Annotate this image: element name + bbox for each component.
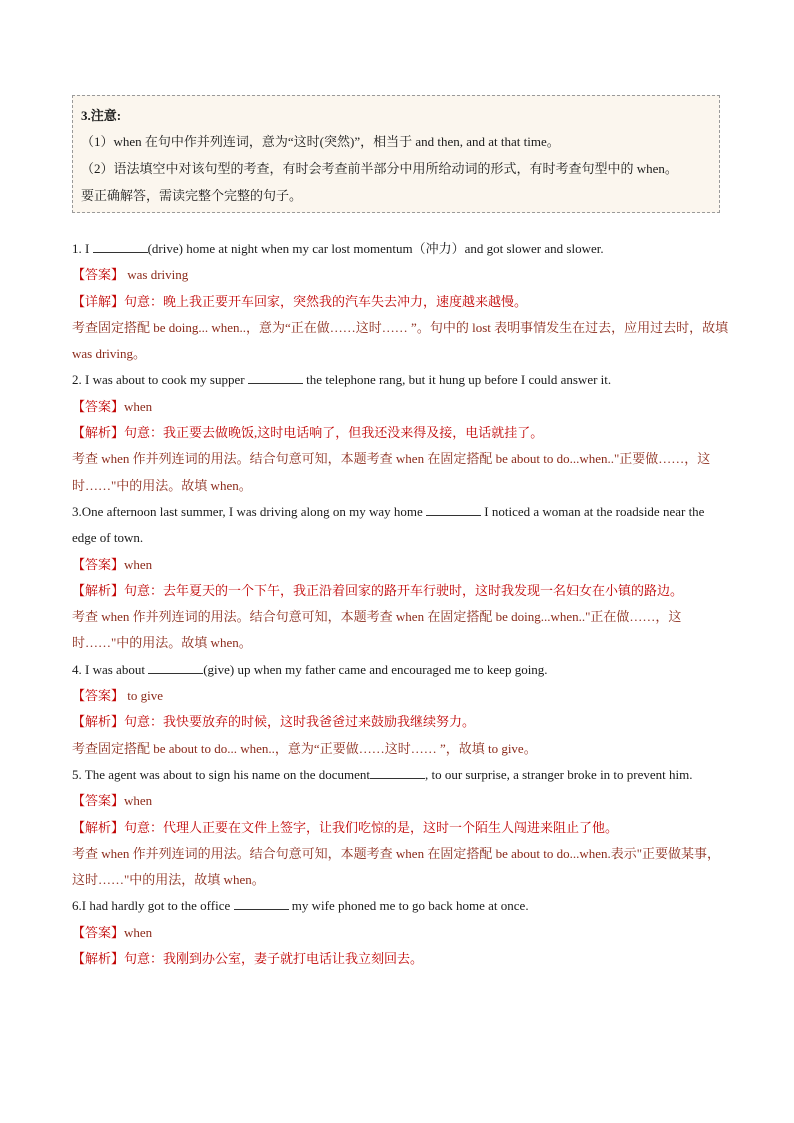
answer-blank xyxy=(248,369,303,384)
answer-value: when xyxy=(124,924,153,940)
answer-value: when xyxy=(124,793,153,809)
answer-blank xyxy=(234,895,289,910)
detail-text: 考查固定搭配 be doing... when..，意为“正在做……这时…… ”。句中的 lost 表明事情发生在过去，应用过去时，故填 was driving。 xyxy=(72,319,729,362)
explain-line xyxy=(72,289,732,315)
note-line: 要正确解答，需读完整个完整的句子。 xyxy=(81,188,303,203)
answer-value: was driving xyxy=(124,267,189,283)
explain-text: 句意：我快要放弃的时候，这时我爸爸过来鼓励我继续努力。 xyxy=(124,714,476,730)
answer-value: to give xyxy=(124,688,164,704)
detail-text: 考查 when 作并列连词的用法。结合句意可知，本题考查 when 在固定搭配 be about to do...when.表示"正要做某事，这时……"中的用法，故填 when。 xyxy=(72,845,721,888)
answer-tag: 【答案】 xyxy=(72,398,125,414)
explain-tag: 【解析】 xyxy=(72,714,125,730)
detail-text: 考查固定搭配 be about to do... when..，意为“正要做……这时…… ”，故填 to give。 xyxy=(72,740,537,756)
answer-value: when xyxy=(124,398,153,414)
explain-text: 句意：去年夏天的一个下午，我正沿着回家的路开车行驶时，这时我发现一名妇女在小镇的路边。 xyxy=(124,582,684,598)
answer-blank xyxy=(426,501,481,516)
question-list xyxy=(72,236,732,972)
answer-tag: 【答案】 xyxy=(72,924,125,940)
note-line: （2）语法填空中对该句型的考查，有时会考查前半部分中用所给动词的形式，有时考查句型中的 when。 xyxy=(81,161,678,176)
question-2 xyxy=(72,367,732,393)
explain-tag: 【解析】 xyxy=(72,819,125,835)
answer-tag: 【答案】 xyxy=(72,556,125,572)
answer-line xyxy=(72,394,732,420)
answer-blank xyxy=(370,764,425,779)
explain-text: 句意：代理人正要在文件上签字，让我们吃惊的是，这时一个陌生人闯进来阻止了他。 xyxy=(124,819,619,835)
question-text: the telephone rang, but it hung up before I could answer it. xyxy=(302,372,612,388)
question-text: 4. I was about xyxy=(72,661,149,677)
question-text: 2. I was about to cook my supper xyxy=(72,372,248,388)
answer-blank xyxy=(148,659,203,674)
explain-line xyxy=(72,578,732,604)
explain-tag: 【详解】 xyxy=(72,293,125,309)
explain-text: 句意：我刚到办公室，妻子就打电话让我立刻回去。 xyxy=(124,951,424,967)
answer-tag: 【答案】 xyxy=(72,688,125,704)
question-text: 3.One afternoon last summer, I was driving along on my way home xyxy=(72,503,427,519)
explain-tag: 【解析】 xyxy=(72,951,125,967)
question-text: 1. I xyxy=(72,241,93,256)
question-5 xyxy=(72,762,732,788)
question-text: 5. The agent was about to sign his name on the document xyxy=(72,766,370,782)
explain-line xyxy=(72,709,732,735)
explain-tag: 【解析】 xyxy=(72,425,125,441)
answer-blank xyxy=(93,238,148,253)
question-text: (drive) home at night when my car lost momentum（冲力）and got slower and slower. xyxy=(147,241,604,256)
detail-text: 考查 when 作并列连词的用法。结合句意可知，本题考查 when 在固定搭配 be doing...when.."正在做……，这时……"中的用法。故填 when。 xyxy=(72,609,682,651)
question-text: my wife phoned me to go back home at once. xyxy=(288,898,529,914)
question-1 xyxy=(72,236,732,262)
note-box xyxy=(72,95,720,213)
answer-line xyxy=(72,262,732,288)
explain-text: 句意：我正要去做晚饭,这时电话响了，但我还没来得及接，电话就挂了。 xyxy=(124,425,544,441)
answer-tag: 【答案】 xyxy=(72,267,125,283)
explain-text: 句意：晚上我正要开车回家，突然我的汽车失去冲力，速度越来越慢。 xyxy=(124,293,528,309)
question-text: 6.I had hardly got to the office xyxy=(72,898,234,914)
question-4 xyxy=(72,657,732,683)
answer-line xyxy=(72,683,732,709)
answer-line xyxy=(72,920,732,946)
answer-tag: 【答案】 xyxy=(72,793,125,809)
answer-line xyxy=(72,552,732,578)
question-text: (give) up when my father came and encouraged me to keep going. xyxy=(203,661,548,677)
explain-line xyxy=(72,946,732,972)
explain-line xyxy=(72,420,732,446)
question-text: I noticed a woman at the roadside near the edge of town. xyxy=(72,503,705,546)
detail-text: 考查 when 作并列连词的用法。结合句意可知，本题考查 when 在固定搭配 be about to do...when.."正要做……，这时……"中的用法。故填 when。 xyxy=(72,451,711,493)
question-3 xyxy=(72,499,732,552)
explain-line xyxy=(72,815,732,841)
question-6 xyxy=(72,893,732,919)
answer-line xyxy=(72,788,732,814)
explain-tag: 【解析】 xyxy=(72,582,125,598)
answer-value: when xyxy=(124,556,153,572)
note-line: （1）when 在句中作并列连词，意为“这时(突然)”，相当于 and then, and at that time。 xyxy=(81,134,560,149)
note-title: 3.注意: xyxy=(81,108,122,123)
question-text: , to our surprise, a stranger broke in to prevent him. xyxy=(424,766,693,782)
